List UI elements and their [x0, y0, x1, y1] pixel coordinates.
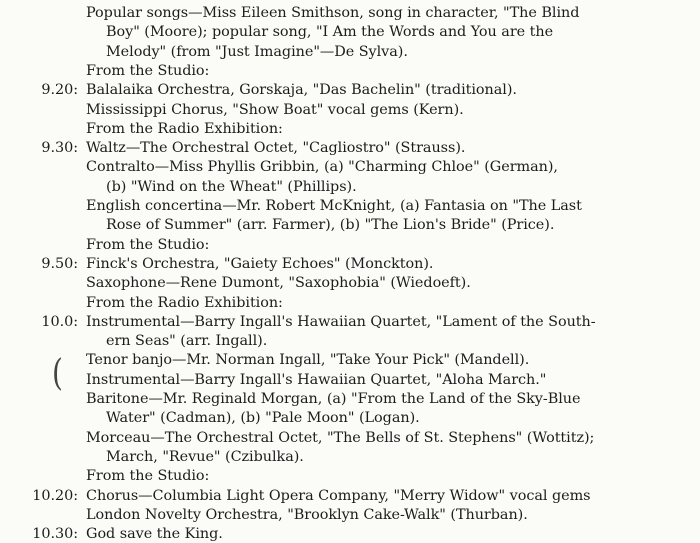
programme-item-text: London Novelty Orchestra, "Brooklyn Cake-Walk" (Thurban).	[86, 506, 528, 523]
programme-item-text: Tenor banjo—Mr. Norman Ingall, "Take Your Pick" (Mandell).	[86, 352, 530, 369]
programme-item-text: English concertina—Mr. Robert McKnight, (a) Fantasia on "The Last	[86, 198, 582, 214]
programme-item-text: (b) "Wind on the Wheat" (Phillips).	[106, 178, 357, 195]
programme-item-text: March, "Revue" (Czibulka).	[106, 448, 304, 465]
programme-item-text: Baritone—Mr. Reginald Morgan, (a) "From the Land of the Sky-Blue	[86, 391, 581, 407]
programme-item-text: Water" (Cadman), (b) "Pale Moon" (Logan).	[106, 410, 420, 427]
programme-item-text: From the Studio:	[86, 468, 210, 485]
time-label: 9.50:	[41, 255, 78, 272]
programme-item-text: Boy" (Moore); popular song, "I Am the Words and You are the	[106, 24, 554, 41]
programme-item-text: From the Radio Exhibition:	[86, 294, 283, 311]
programme-item-text: Waltz—The Orchestral Octet, "Cagliostro" (Strauss).	[86, 140, 466, 157]
programme-item-text: Balalaika Orchestra, Gorskaja, "Das Bachelin" (traditional).	[86, 82, 517, 99]
programme-item-text: Chorus—Columbia Light Opera Company, "Merry Widow" vocal gems	[86, 487, 591, 504]
programme-item-text: Contralto—Miss Phyllis Gribbin, (a) "Charming Chloe" (German),	[86, 159, 558, 176]
time-label: 9.20:	[41, 82, 78, 99]
programme-item-text: Melody" (from "Just Imagine"—De Sylva).	[106, 43, 408, 60]
margin-bracket-mark: (	[52, 351, 63, 394]
programme-item-text: Instrumental—Barry Ingall's Hawaiian Quartet, "Lament of the South-	[86, 313, 596, 330]
time-label: 10.30:	[32, 526, 78, 543]
programme-item-text: Popular songs—Miss Eileen Smithson, song in character, "The Blind	[86, 5, 580, 21]
programme-item-text: Saxophone—Rene Dumont, "Saxophobia" (Wiedoeft).	[86, 275, 471, 292]
programme-item-text: Instrumental—Barry Ingall's Hawaiian Quartet, "Aloha March."	[86, 371, 547, 388]
time-label: 9.30:	[41, 140, 78, 157]
programme-item-text: Morceau—The Orchestral Octet, "The Bells of St. Stephens" (Wottitz);	[86, 429, 595, 446]
programme-item-text: From the Studio:	[86, 236, 210, 253]
programme-item-text: God save the King.	[86, 526, 223, 543]
programme-item-text: Mississippi Chorus, "Show Boat" vocal gems (Kern).	[86, 101, 464, 118]
programme-item-text: Finck's Orchestra, "Gaiety Echoes" (Monckton).	[86, 255, 434, 272]
time-label: 10.0:	[41, 313, 78, 330]
programme-item-text: Rose of Summer" (arr. Farmer), (b) "The Lion's Bride" (Price).	[106, 217, 555, 234]
time-label: 10.20:	[32, 487, 78, 504]
programme-item-text: From the Radio Exhibition:	[86, 120, 283, 137]
programme-item-text: ern Seas" (arr. Ingall).	[106, 333, 268, 350]
programme-item-text: From the Studio:	[86, 62, 210, 79]
